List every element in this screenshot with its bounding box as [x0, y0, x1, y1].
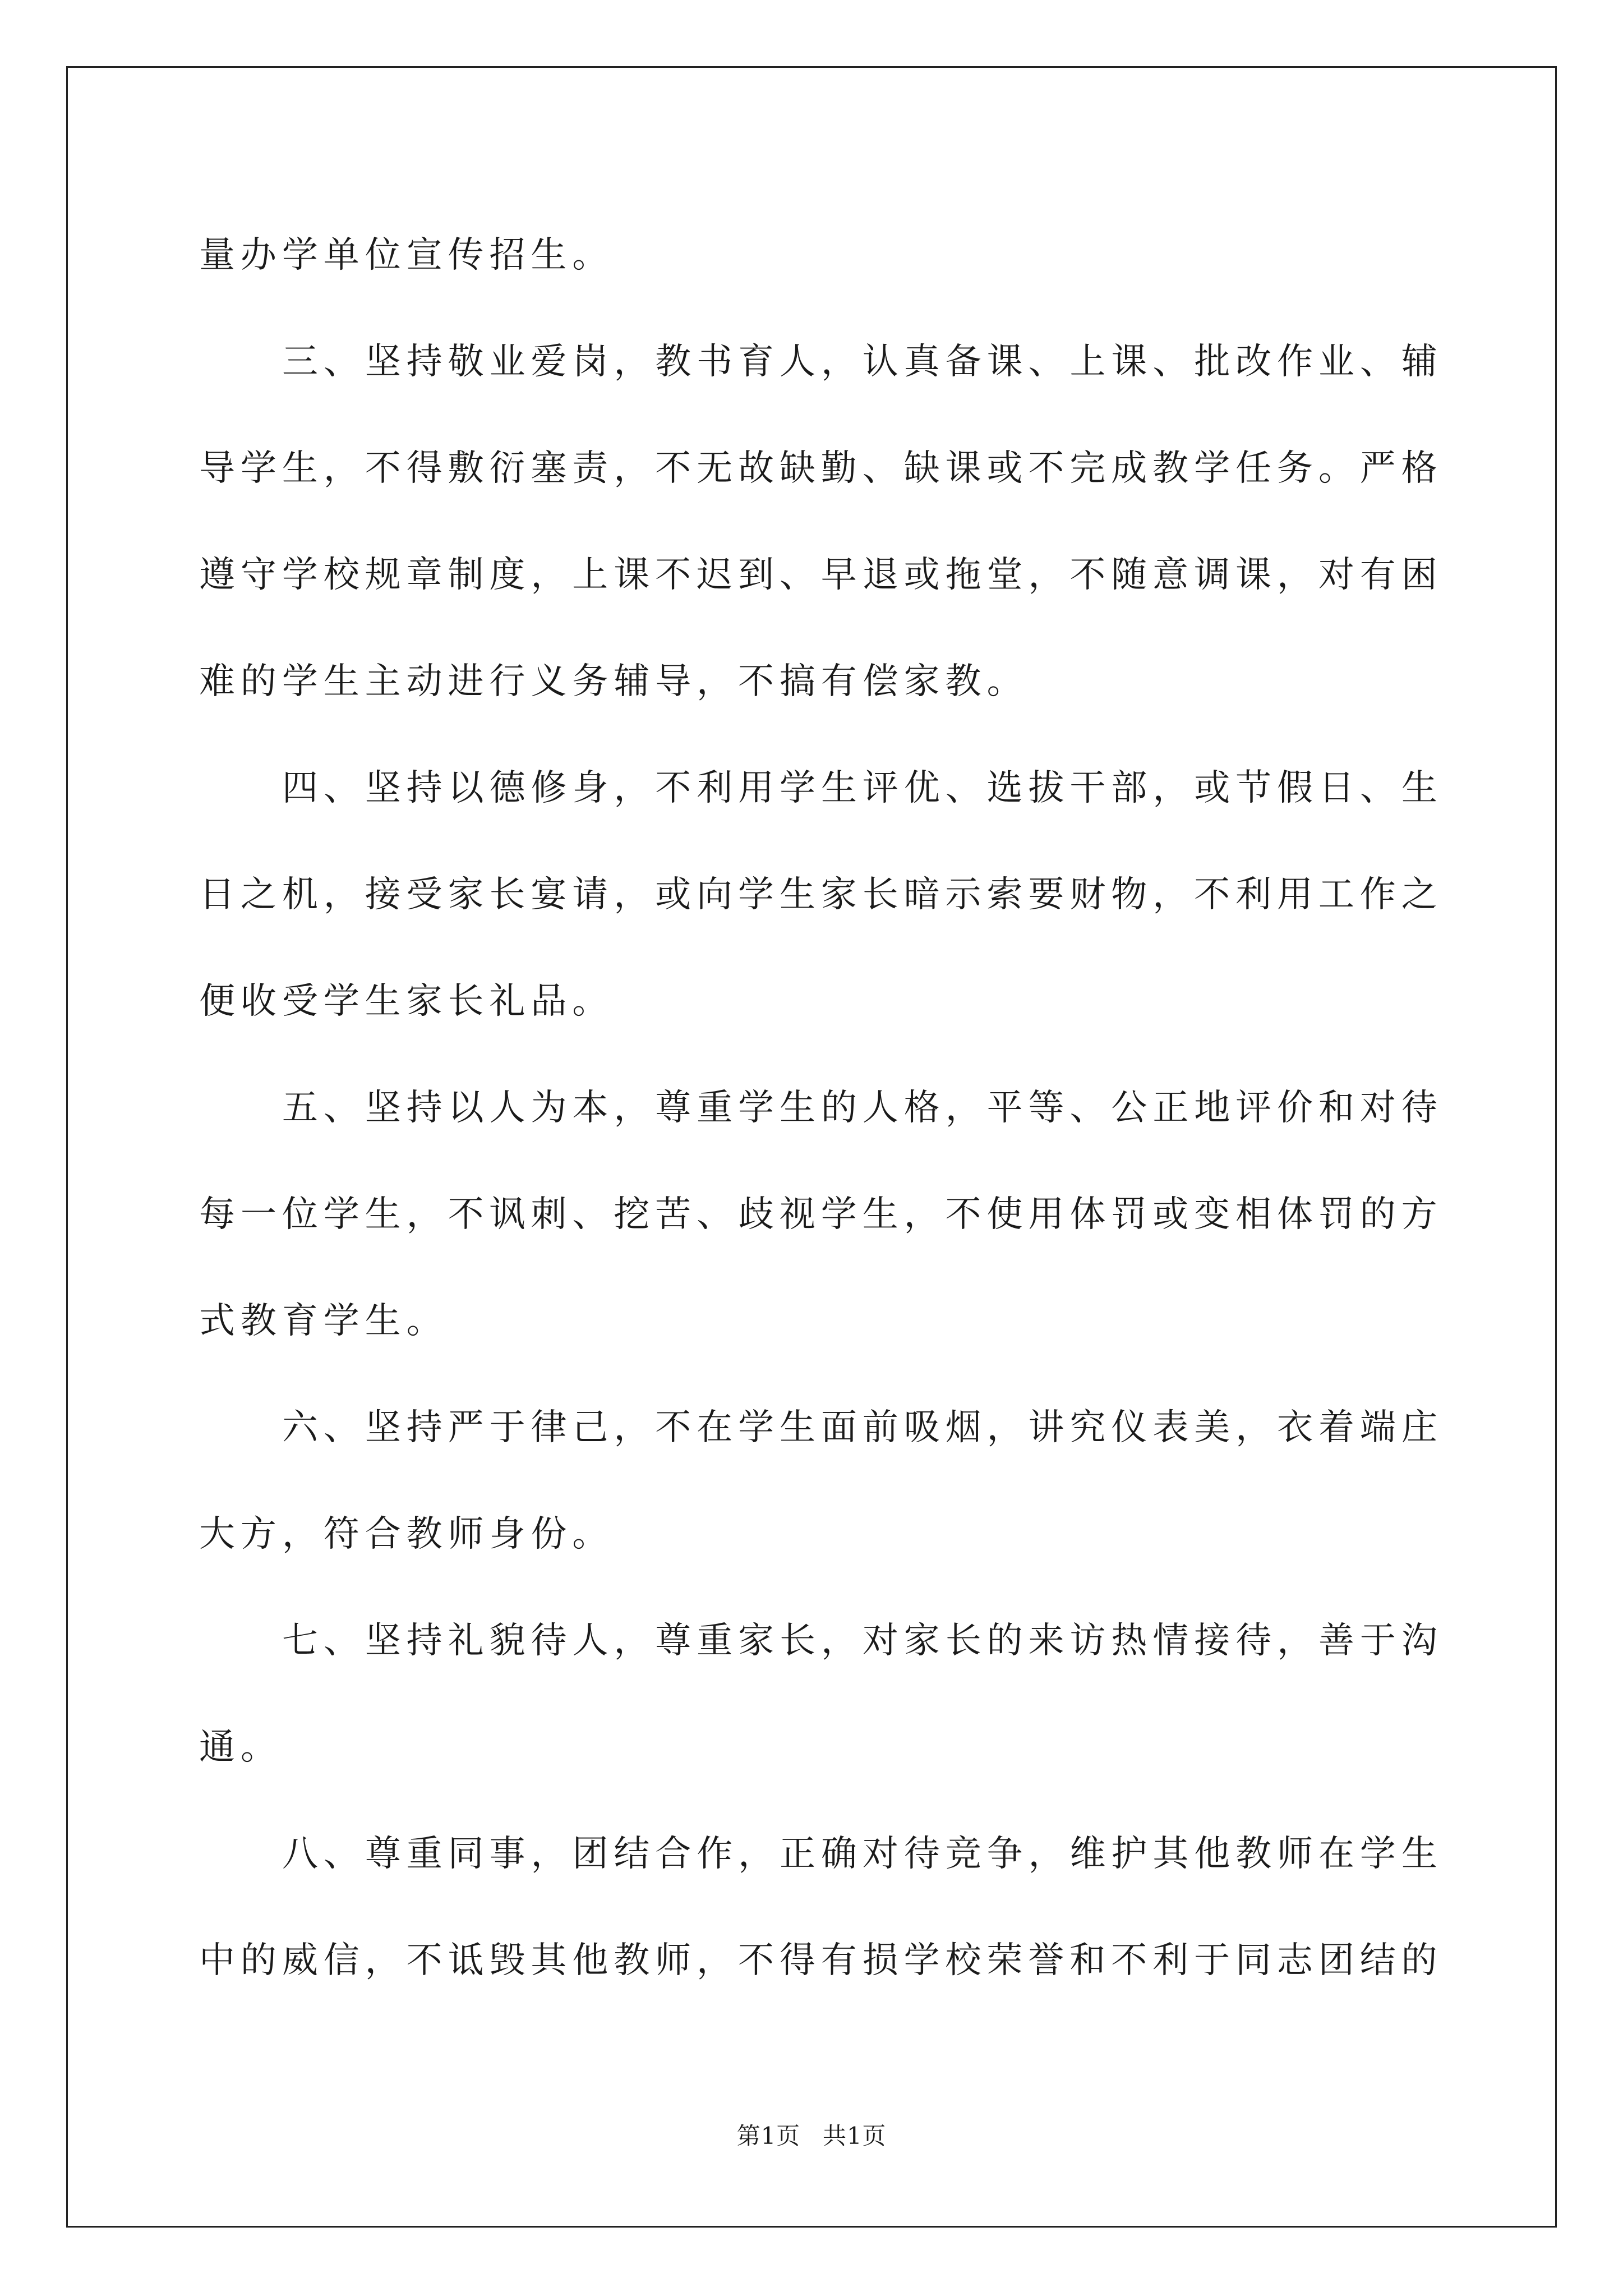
text-line: 式教育学生。	[199, 1300, 448, 1342]
text-line: 八、尊重同事，团结合作，正确对待竞争，维护其他教师在学生	[282, 1833, 1443, 1875]
text-line: 每一位学生，不讽刺、挖苦、歧视学生，不使用体罚或变相体罚的方	[199, 1194, 1443, 1235]
text-line: 六、坚持严于律己，不在学生面前吸烟，讲究仪表美，衣着端庄	[282, 1407, 1443, 1448]
text-line: 五、坚持以人为本，尊重学生的人格，平等、公正地评价和对待	[282, 1087, 1443, 1129]
document-body	[199, 202, 1443, 2014]
page-number: 第1页	[736, 2122, 800, 2150]
text-line: 难的学生主动进行义务辅导，不搞有偿家教。	[199, 661, 1029, 702]
text-line: 量办学单位宣传招生。	[199, 234, 614, 276]
text-line: 三、坚持敬业爱岗，教书育人，认真备课、上课、批改作业、辅	[282, 341, 1443, 383]
text-line: 导学生，不得敷衍塞责，不无故缺勤、缺课或不完成教学任务。严格	[199, 448, 1443, 489]
page-footer	[0, 2119, 1623, 2153]
text-line: 四、坚持以德修身，不利用学生评优、选拔干部，或节假日、生	[282, 767, 1443, 809]
text-line: 七、坚持礼貌待人，尊重家长，对家长的来访热情接待，善于沟	[282, 1620, 1443, 1662]
text-line: 大方，符合教师身份。	[199, 1513, 614, 1555]
text-line: 便收受学生家长礼品。	[199, 981, 614, 1022]
text-line: 日之机，接受家长宴请，或向学生家长暗示索要财物，不利用工作之	[199, 874, 1443, 915]
text-line: 遵守学校规章制度，上课不迟到、早退或拖堂，不随意调课，对有困	[199, 554, 1443, 596]
text-line: 通。	[199, 1727, 282, 1768]
page-total: 共1页	[823, 2122, 887, 2150]
text-line: 中的威信，不诋毁其他教师，不得有损学校荣誉和不利于同志团结的	[199, 1940, 1443, 1981]
